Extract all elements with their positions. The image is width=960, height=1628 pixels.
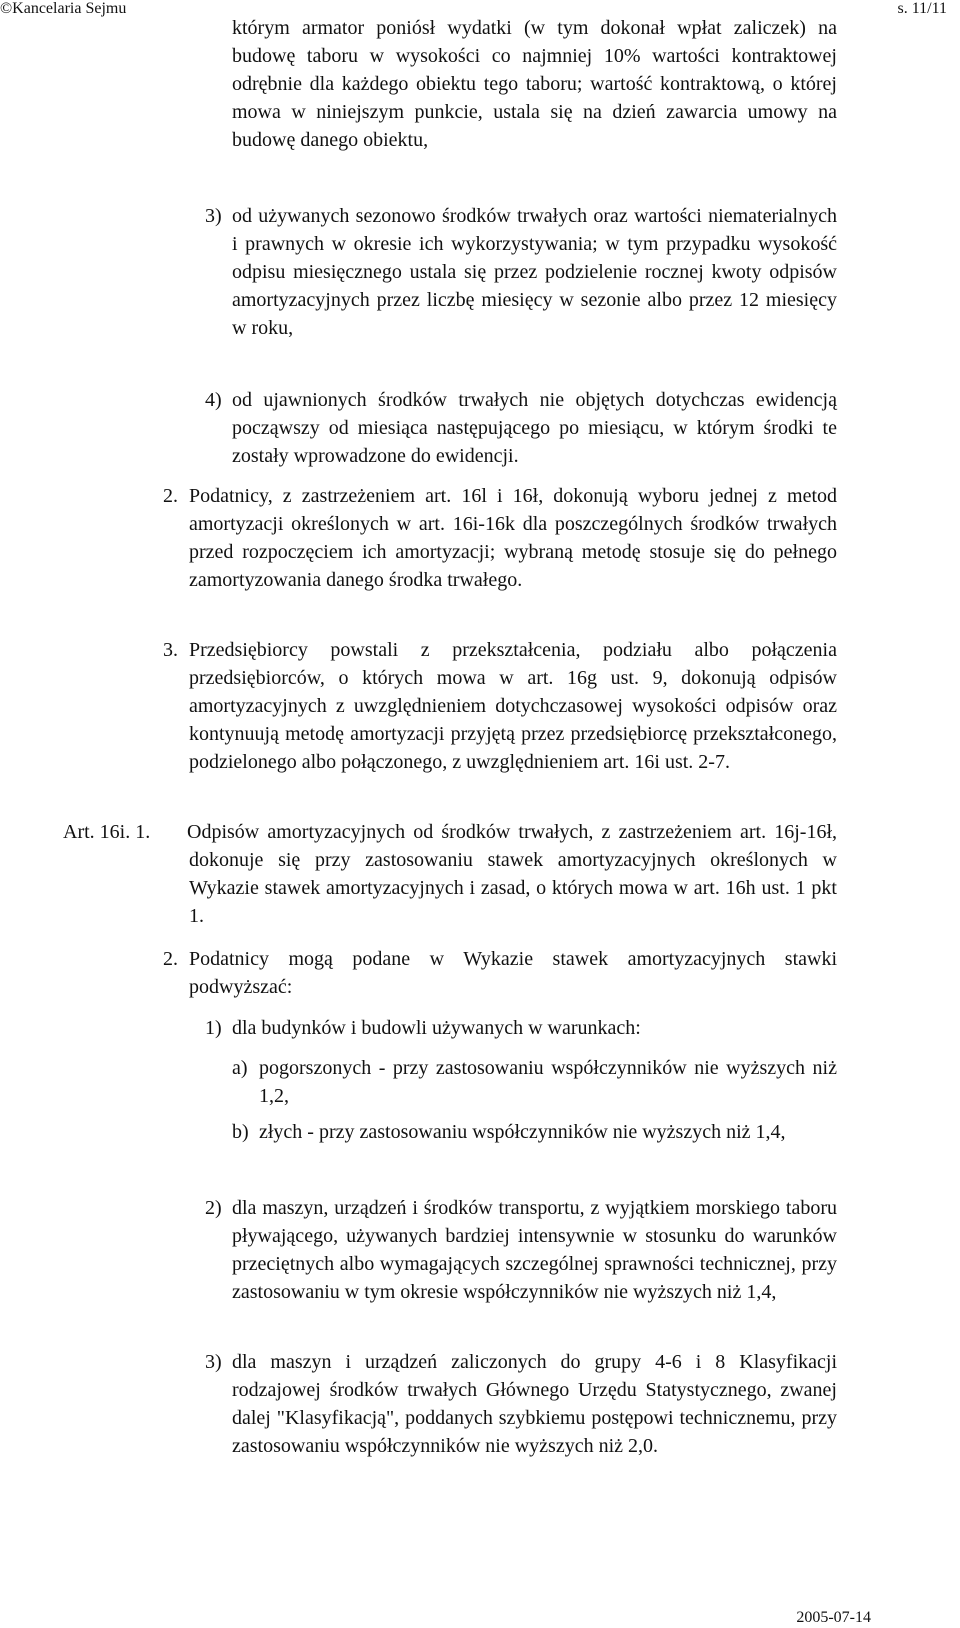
paragraph-3-label: 3. xyxy=(163,639,178,661)
subitem-2-text: dla maszyn, urządzeń i środków transportu, z wyjątkiem morskiego taboru pływającego, używanych bardziej intensywnie w stosunku do warunków przeciętnych albo wymagających szczególnej sprawności technicznej, przy zastosowaniu w tym okresie współczynników nie wyższych niż 1,4, xyxy=(232,1197,837,1303)
item-3-text: od używanych sezonowo środków trwałych oraz wartości niematerialnych i prawnych w okresie ich wykorzystywania; w tym przypadku wysokość odpisu miesięcznego ustala się przez podzielenie rocznej kwoty odpisów amortyzacyjnych przez liczbę miesięcy w sezonie albo przez 12 miesięcy w roku, xyxy=(232,205,837,339)
subitem-a-label: a) xyxy=(232,1057,248,1079)
subitem-a-text: pogorszonych - przy zastosowaniu współczynników nie wyższych niż 1,2, xyxy=(259,1057,837,1107)
subitem-b-label: b) xyxy=(232,1121,249,1143)
paragraph-2-text: Podatnicy, z zastrzeżeniem art. 16l i 16ł, dokonują wyboru jednej z metod amortyzacji określonych w art. 16i-16k dla poszczególnych środków trwałych przed rozpoczęciem ich amortyzacji; wybraną metodę stosuje się do pełnego zamortyzowania danego środka trwałego. xyxy=(189,485,837,591)
paragraph-2-label: 2. xyxy=(163,485,178,507)
item-3-label: 3) xyxy=(205,205,222,227)
subitem-2-label: 2) xyxy=(205,1197,222,1219)
art-paragraph-2-text: Podatnicy mogą podane w Wykazie stawek amortyzacyjnych stawki podwyższać: xyxy=(189,948,837,998)
subitem-3-text: dla maszyn i urządzeń zaliczonych do grupy 4-6 i 8 Klasyfikacji rodzajowej środków trwałych Głównego Urzędu Statystycznego, zwanej dalej "Klasyfikacją", poddanych szybkiemu postępowi technicznemu, przy zastosowaniu współczynników nie wyższych niż 2,0. xyxy=(232,1351,837,1457)
continued-paragraph: którym armator poniósł wydatki (w tym dokonał wpłat zaliczek) na budowę taboru w wysokości co najmniej 10% wartości kontraktowej odrębnie dla każdego obiektu tego taboru; wartość kontraktową, o której mowa w niniejszym punkcie, ustala się na dzień zawarcia umowy na budowę danego obiektu, xyxy=(232,17,837,151)
copyright-notice: ©Kancelaria Sejmu xyxy=(0,0,127,17)
subitem-3-label: 3) xyxy=(205,1351,222,1373)
article-16i-text: Odpisów amortyzacyjnych od środków trwałych, z zastrzeżeniem art. 16j-16ł, dokonuje się przy zastosowaniu stawek amortyzacyjnych określonych w Wykazie stawek amortyzacyjnych i zasad, o których mowa w art. 16h ust. 1 pkt 1. xyxy=(187,821,837,927)
page-number: s. 11/11 xyxy=(897,0,947,17)
paragraph-3-text: Przedsiębiorcy powstali z przekształcenia, podziału albo połączenia przedsiębiorców, o których mowa w art. 16g ust. 9, dokonują odpisów amortyzacyjnych z uwzględnieniem dotychczasowej wysokości odpisów oraz kontynuują metodę amortyzacji przyjętą przez przedsiębiorcę przekształconego, podzielonego albo połączonego, z uwzględnieniem art. 16i ust. 2-7. xyxy=(189,639,837,773)
article-16i-label: Art. 16i. 1. xyxy=(63,821,151,843)
document-date: 2005-07-14 xyxy=(796,1609,871,1626)
subitem-1-text: dla budynków i budowli używanych w warunkach: xyxy=(232,1017,641,1039)
subitem-1-label: 1) xyxy=(205,1017,222,1039)
item-4-label: 4) xyxy=(205,389,222,411)
item-4-text: od ujawnionych środków trwałych nie objętych dotychczas ewidencją począwszy od miesiąca następującego po miesiącu, w którym środki te zostały wprowadzone do ewidencji. xyxy=(232,389,837,467)
art-paragraph-2-label: 2. xyxy=(163,948,178,970)
subitem-b-text: złych - przy zastosowaniu współczynników nie wyższych niż 1,4, xyxy=(259,1121,786,1143)
